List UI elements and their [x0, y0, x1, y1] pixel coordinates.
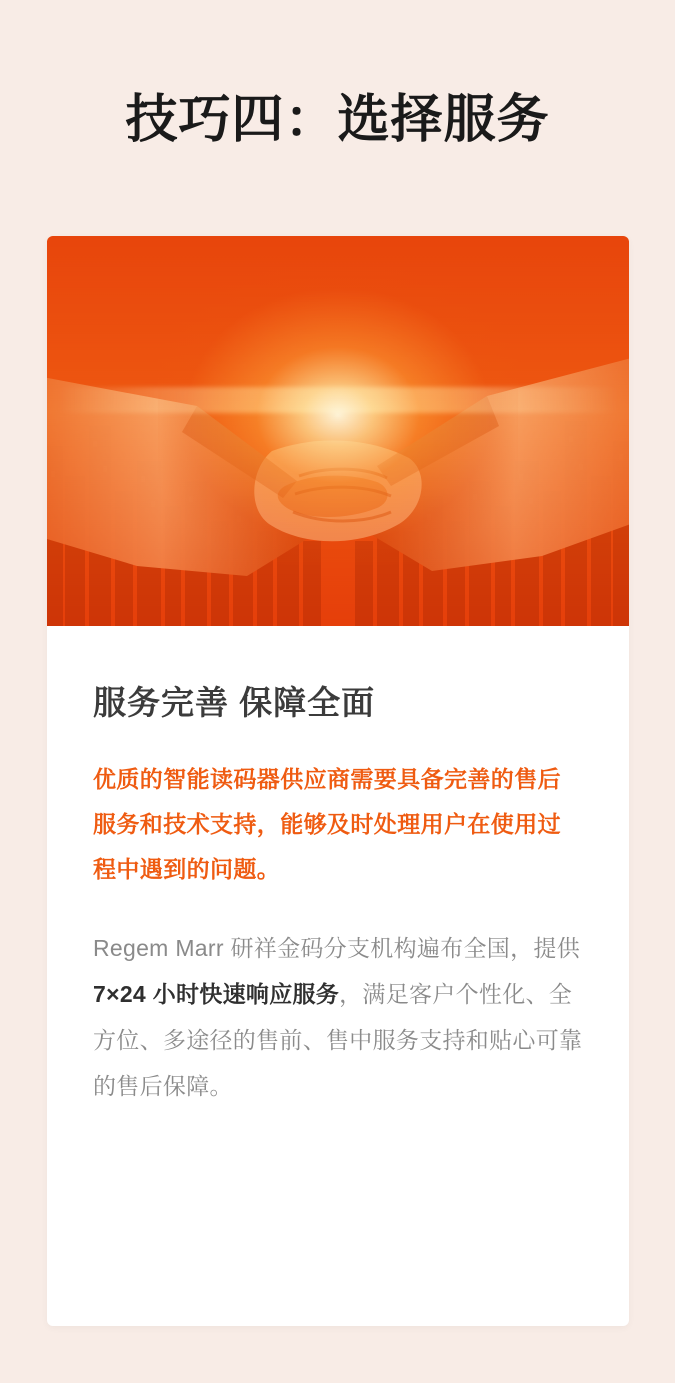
content-card — [47, 236, 629, 1326]
body-part-2: ，满足客户个性化、全方位、多途径的售前、售中服务支持和贴心可靠的售后保障。 — [93, 981, 583, 1100]
page-title: 技巧四：选择服务 — [125, 91, 550, 149]
highlight-paragraph: 优质的智能读码器供应商需要具备完善的售后服务和技术支持，能够及时处理用户在使用过程中遇到的问题。 — [93, 765, 561, 882]
body-part-1: Regem Marr 研祥金码分支机构遍布全国，提供 — [93, 935, 580, 962]
card-body — [47, 626, 629, 1109]
handshake-icon — [47, 236, 629, 626]
body-emphasis: 7×24 小时快速响应服务 — [93, 981, 340, 1008]
card-subtitle: 服务完善 保障全面 — [93, 684, 376, 721]
hero-image — [47, 236, 629, 626]
sun-beam — [58, 387, 618, 413]
body-paragraph — [93, 925, 583, 1109]
